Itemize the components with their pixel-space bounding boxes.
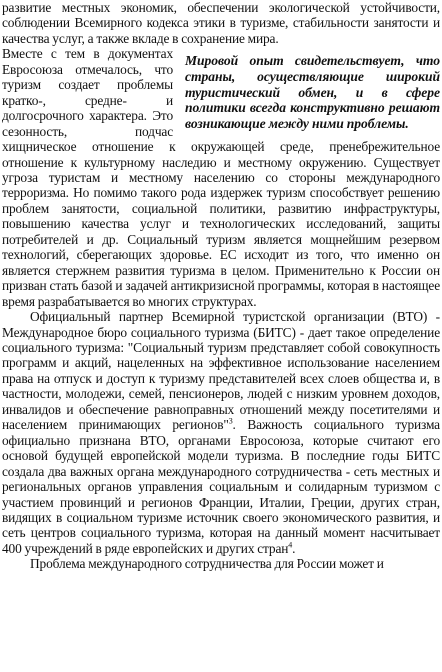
paragraph-text: Вместе с тем в документах Евросоюза отмечалось, что туризм создает проблемы кратко-, средне- и долгосрочного характера. Это сезонность, подчас хищническое отношение к окружающей среде, пренебрежительное отношение к культурному наследию и местному окружению. Существует угроза туристам и местному населению со стороны международного терроризма. Но помимо такого рода издержек туризм способствует решению проблем занятости, социальной политики, развитию инфраструктуры, повышению качества услуг и технологических исследований, защиты потребителей и др. Социальный туризм является мощнейшим резервом технологий, сберегающих здоровье. ЕС исходит из того, что именно он является стержнем развития туризма в целом. Применительно к России он призван стать базой и задачей антикризисной программы, которая в настоящее время разрабатывается во многих структурах. <box>2 46 440 309</box>
paragraph: Официальный партнер Всемирной туристской организации (ВТО) - Международное бюро социального туризма (БИТС) - дает такое определение социального туризма: "Социальный туризм представляет собой совокупность программ и акций, нацеленных на эффективное использование населением права на отпуск и доступ к туризму представителей всех слоев общества и, в частности, молодежи, семей, пенсионеров, людей с низким уровнем доходов, инвалидов и обеспечение равноправных отношений между посетителями и населением принимающих регионов"$^3$. Важность социального туризма официально признана ВТО, органами Евросоюза, которые считают его основой будущей европейской модели туризма. В последние годы БИТС создала два важных органа международного сотрудничества - сеть местных и региональных органов управления социальным и солидарным туризмом с участием провинций и регионов Франции, Италии, Греции, других стран, видящих в социальном туризме источник своего экономического развития, и сеть центров социального туризма, которая на данный момент насчитывает 400 учреждений в ряде европейских и других стран$^4$. <box>2 309 440 556</box>
paragraph: Проблема международного сотрудничества для России может и <box>30 556 384 572</box>
article-body <box>2 0 440 572</box>
footnote-ref: 4 <box>288 540 293 550</box>
pull-quote: Мировой опыт свидетельствует, что страны, осуществляющие широкий туристический обмен, и в сфере политики всегда конструктивно решают возникающие между ними проблемы. <box>185 53 440 131</box>
paragraph-text: . Важность социального туризма официально признана ВТО, органами Евросоюза, которые считают его основой будущей европейской модели туризма. В последние годы БИТС создала два важных органа международного сотрудничества - сеть местных и региональных органов управления социальным и солидарным туризмом с участием провинций и регионов Франции, Италии, Греции, других стран, видящих в социальном туризме источник своего экономического развития, и сеть центров социального туризма, которая на данный момент насчитывает 400 учреждений в ряде европейских и других стран <box>2 417 440 556</box>
footnote-ref: 3 <box>228 416 233 426</box>
paragraph-text: Официальный партнер Всемирной туристской организации (ВТО) - Международное бюро социального туризма (БИТС) - дает такое определение социального туризма: "Социальный туризм представляет собой совокупность программ и акций, нацеленных на эффективное использование населением права на отпуск и доступ к туризму представителей всех слоев общества и, в частности, молодежи, семей, пенсионеров, людей с низким уровнем доходов, инвалидов и обеспечение равноправных отношений между посетителями и населением принимающих регионов" <box>2 309 440 433</box>
paragraph-continued: развитие местных экономик, обеспечении экологической устойчивости, соблюдении Всемирного кодекса этики в туризме, стабильности занятости и качества услуг, а также вкладе в сохранение мира. <box>2 0 440 46</box>
